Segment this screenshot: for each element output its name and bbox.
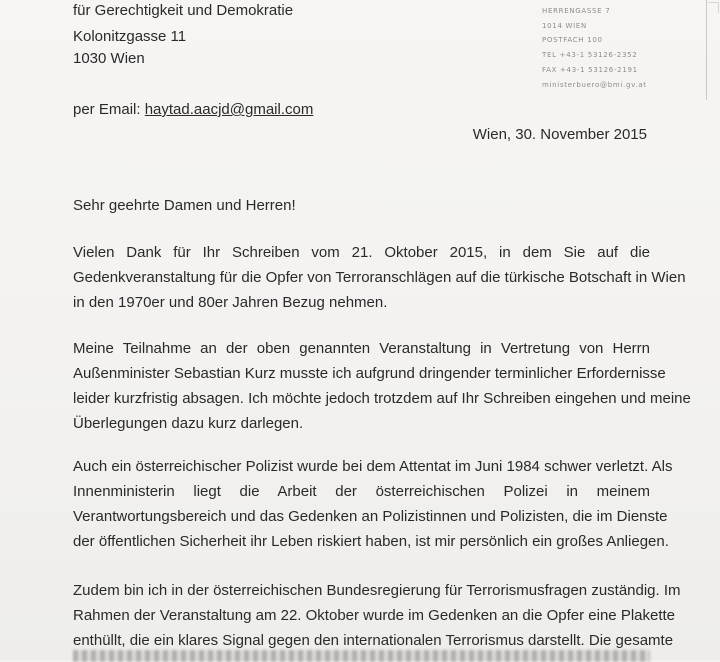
paragraph-line: der öffentlichen Sicherheit ihr Leben riskiert haben, ist mir persönlich ein großes Anliegen. [73,533,669,550]
body-paragraph [73,336,691,436]
letterhead-line: 1014 WIEN [542,21,587,30]
sender-street: Kolonitzgasse 11 [73,28,187,45]
recipient-email-row [73,99,313,121]
letterhead-line: FAX +43-1 53126-2191 [542,65,638,74]
body-paragraph [73,240,686,315]
paragraph-line: Meine Teilnahme an der oben genannten Veranstaltung in Vertretung von Herrn [73,340,650,357]
body-paragraph [73,454,673,554]
ministry-letterhead [542,4,647,92]
letterhead-line: HERRENGASSE 7 [542,7,611,15]
paragraph-line: Auch ein österreichischer Polizist wurde bei dem Attentat im Juni 1984 schwer verletzt. Als [73,458,673,475]
sender-city: 1030 Wien [73,50,145,67]
paragraph-line: leider kurzfristig absagen. Ich möchte jedoch trotzdem auf Ihr Schreiben eingehen und meine [73,390,691,407]
page-edge-rule [706,0,707,100]
email-address-link[interactable]: haytad.aacjd@gmail.com [144,101,314,118]
cut-off-text-line [73,650,650,662]
sender-organization-line: für Gerechtigkeit und Demokratie [73,2,294,19]
paragraph-line: Rahmen der Veranstaltung am 22. Oktober wurde im Gedenken an die Opfer eine Plakette [73,607,676,624]
paragraph-line: Gedenkveranstaltung für die Opfer von Terroranschlägen auf die türkische Botschaft in Wien [73,269,686,286]
letterhead-line: POSTFACH 100 [542,36,603,45]
letter-date: Wien, 30. November 2015 [472,126,647,143]
letterhead-line: TEL +43-1 53126-2352 [542,51,638,60]
paragraph-line: Verantwortungsbereich und das Gedenken an Polizistinnen und Polizisten, die im Dienste [73,508,668,525]
email-label: per Email: [73,101,141,118]
paragraph-line: Vielen Dank für Ihr Schreiben vom 21. Oktober 2015, in dem Sie auf die [73,244,650,261]
paragraph-line: in den 1970er und 80er Jahren Bezug nehmen. [73,294,388,311]
paragraph-line: Überlegungen dazu kurz darlegen. [73,415,304,432]
paragraph-line: Außenminister Sebastian Kurz musste ich aufgrund dringender terminlicher Erfordernisse [73,365,666,382]
letterhead-line: ministerbuero@bmi.gv.at [542,80,647,89]
corner-mark [708,2,719,13]
paragraph-line: Zudem bin ich in der österreichischen Bundesregierung für Terrorismusfragen zuständig. Im [73,582,681,599]
salutation: Sehr geehrte Damen und Herren! [73,197,296,214]
paragraph-line: enthüllt, die ein klares Signal gegen den internationalen Terrorismus darstellt. Die gesamte [73,632,674,649]
body-paragraph [73,578,681,653]
paragraph-line: Innenministerin liegt die Arbeit der österreichischen Polizei in meinem [73,483,650,500]
